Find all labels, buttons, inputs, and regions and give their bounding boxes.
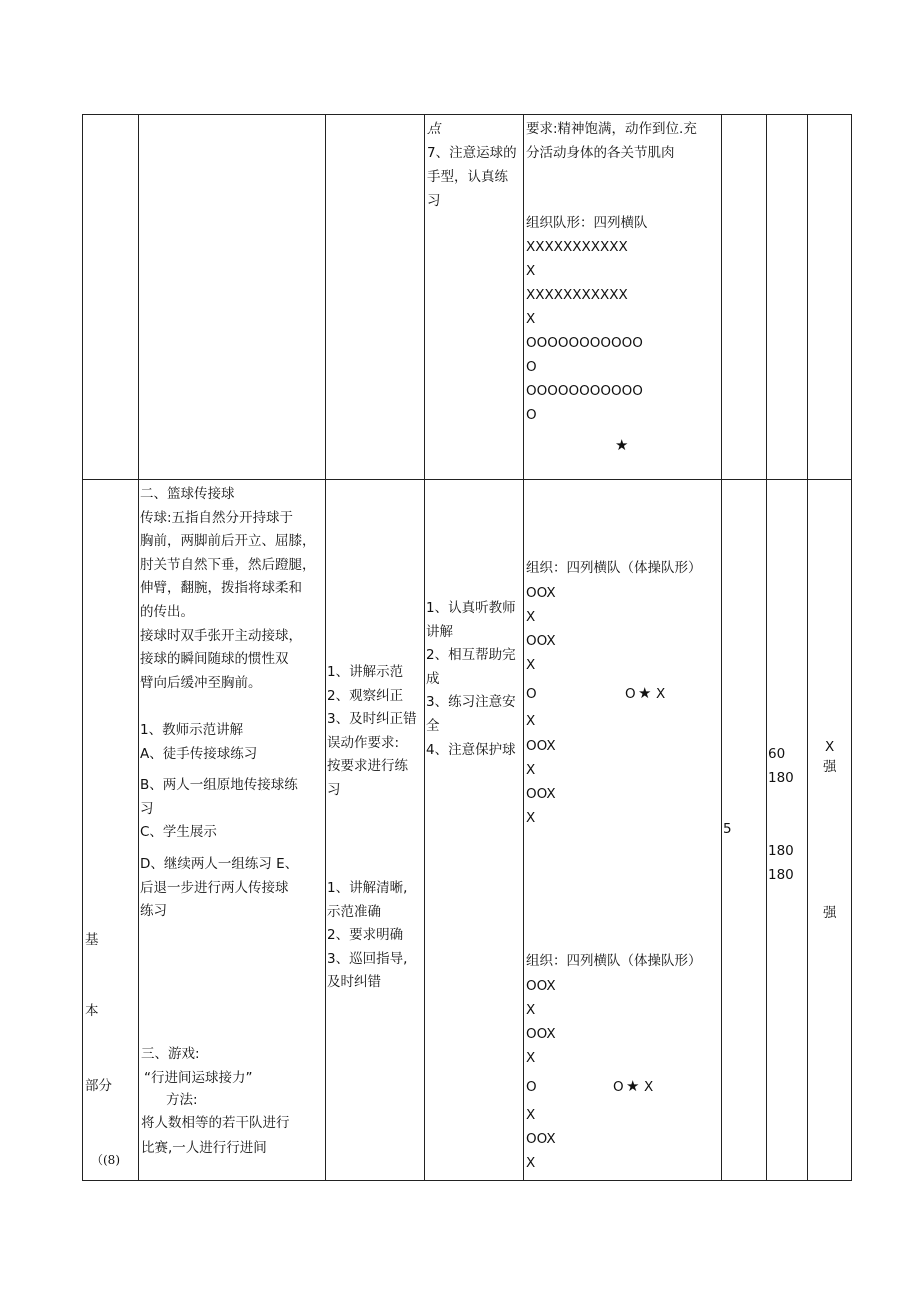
content-spacer: [140, 845, 326, 853]
cell-section-top: [83, 115, 139, 480]
content-line: 习: [140, 800, 154, 817]
student-line: 全: [426, 717, 440, 734]
count-value: 180: [768, 770, 794, 786]
count-value: 60: [768, 746, 786, 762]
content-line: A、徒手传接球练习: [140, 745, 258, 762]
content-spacer: [140, 766, 326, 774]
teacher-line: 2、观察纠正: [327, 687, 404, 704]
count-value: 180: [768, 867, 794, 883]
formation-row: OOOOOOOOOOO: [526, 383, 643, 399]
content-line: 接球的瞬间随球的惯性双: [140, 651, 289, 668]
teacher-line: 2、要求明确: [327, 927, 404, 944]
teacher-star-icon: ★: [615, 436, 629, 454]
formation-center-o: O: [625, 686, 636, 702]
teacher-star-icon: ★: [638, 684, 652, 702]
student-text-line: 手型，认真练: [427, 169, 508, 185]
formation-row: XXXXXXXXXXX: [526, 287, 628, 303]
section-label-char: 本: [85, 1003, 99, 1019]
teacher-line: 及时纠错: [327, 974, 381, 991]
formation-center-x: X: [656, 686, 666, 702]
formation-row: X: [526, 263, 536, 279]
formation-row: X: [526, 713, 536, 729]
teacher-method-block-1: [327, 661, 417, 803]
content-text-block: [140, 483, 326, 924]
content-line: 练习: [140, 903, 167, 920]
content-line: 接球时双手张开主动接球，: [140, 627, 302, 644]
formation-row: OOX: [526, 786, 556, 802]
content-line: 伸臂，翻腕，拨指将球柔和: [140, 580, 302, 597]
cell-count-top: [767, 115, 808, 480]
cell-time-main: [722, 480, 767, 1181]
teacher-line: 1、讲解清晰,: [327, 880, 408, 896]
formation-row: OOX: [526, 585, 556, 601]
requirement-text: 分活动身体的各关节肌肉: [526, 145, 675, 161]
formation-row: X: [526, 1155, 536, 1171]
content-spacer: [140, 695, 326, 719]
student-line: 成: [426, 670, 440, 687]
formation-title: 组织：四列横队（体操队形）: [526, 953, 702, 969]
formation-title: 组织队形：四列横队: [526, 215, 648, 231]
formation-row: O: [526, 686, 537, 702]
game-method-label: 方法:: [166, 1092, 198, 1108]
student-line: 2、相互帮助完: [426, 647, 516, 664]
formation-row: OOX: [526, 978, 556, 994]
student-line: 4、注意保护球: [426, 741, 516, 758]
content-line: D、继续两人一组练习 E、: [140, 855, 299, 872]
student-text-line: 习: [427, 193, 441, 209]
formation-row: X: [526, 810, 536, 826]
content-line: 肘关节自然下垂，然后蹬腿，: [140, 556, 316, 573]
count-value: 180: [768, 843, 794, 859]
cell-teacher-main: [326, 480, 425, 1181]
student-line: 讲解: [426, 623, 453, 640]
content-line: 传球:五指自然分开持球于: [140, 509, 294, 526]
formation-row: X: [526, 609, 536, 625]
content-line: 1、教师示范讲解: [140, 721, 244, 738]
cell-time-top: [722, 115, 767, 480]
cell-intensity-top: [808, 115, 852, 480]
formation-row: X: [526, 762, 536, 778]
formation-center-o: O: [613, 1079, 624, 1095]
cell-intensity-main: [808, 480, 852, 1181]
teacher-line: 示范准确: [327, 903, 381, 920]
content-line: C、学生展示: [140, 824, 217, 841]
teacher-line: 按要求进行练: [327, 758, 408, 775]
formation-row: OOOOOOOOOOO: [526, 335, 643, 351]
teacher-line: 误动作要求:: [327, 734, 400, 751]
teacher-line: 3、巡回指导,: [327, 950, 408, 967]
cell-teacher-top: [326, 115, 425, 480]
content-line: 二、篮球传接球: [140, 486, 235, 502]
teacher-star-icon: ★: [626, 1077, 640, 1095]
cell-student-main: [425, 480, 524, 1181]
cell-organization-top: [524, 115, 722, 480]
intensity-value: 强: [823, 759, 837, 775]
game-title: 三、游戏:: [141, 1046, 200, 1062]
student-line: 3、练习注意安: [426, 694, 516, 711]
formation-row: X: [526, 311, 536, 327]
student-line: 1、认真听教师: [426, 600, 516, 616]
formation-row: OOX: [526, 738, 556, 754]
cell-organization-main: [524, 480, 722, 1181]
table-row-main: [83, 480, 852, 1181]
intensity-value: X: [825, 739, 835, 755]
formation-row: OOX: [526, 1131, 556, 1147]
content-line: 胸前，两脚前后开立、屈膝，: [140, 533, 316, 550]
time-value: 5: [723, 821, 732, 837]
cell-content-top: [139, 115, 326, 480]
section-duration: （(8): [91, 1153, 120, 1167]
student-method-block: [426, 597, 516, 762]
student-text-line: 点: [427, 121, 441, 137]
cell-content-main: [139, 480, 326, 1181]
table-row-top: [83, 115, 852, 480]
content-line: 后退一步进行两人传接球: [140, 879, 289, 896]
cell-count-main: [767, 480, 808, 1181]
formation-row: OOX: [526, 1026, 556, 1042]
cell-section-main: [83, 480, 139, 1181]
teacher-line: 3、及时纠正错: [327, 711, 417, 728]
formation-row: X: [526, 657, 536, 673]
section-label-char: 部分: [85, 1078, 112, 1094]
student-text-line: 7、注意运球的: [427, 145, 517, 161]
formation-center-x: X: [644, 1079, 654, 1095]
requirement-text: 要求:精神饱满，动作到位.充: [526, 121, 697, 137]
content-line: B、两人一组原地传接球练: [140, 777, 298, 794]
formation-row: O: [526, 359, 537, 375]
formation-row: O: [526, 1079, 537, 1095]
formation-row: X: [526, 1107, 536, 1123]
content-line: 的传出。: [140, 603, 194, 620]
formation-row: X: [526, 1050, 536, 1066]
teacher-line: 1、讲解示范: [327, 664, 404, 680]
teacher-method-block-2: [327, 877, 407, 995]
intensity-value: 强: [823, 905, 837, 921]
formation-row: XXXXXXXXXXX: [526, 239, 628, 255]
content-line: 臂向后缓冲至胸前。: [140, 674, 262, 691]
teacher-line: 习: [327, 781, 341, 798]
game-description-line: 将人数相等的若干队进行: [141, 1115, 290, 1131]
game-name: “行进间运球接力”: [144, 1070, 253, 1086]
formation-title: 组织：四列横队（体操队形）: [526, 560, 702, 576]
formation-row: OOX: [526, 633, 556, 649]
lesson-plan-table: [82, 114, 852, 1181]
game-description-line: 比赛,一人进行行进间: [141, 1140, 267, 1156]
cell-student-top: [425, 115, 524, 480]
formation-row: O: [526, 407, 537, 423]
section-label-char: 基: [85, 932, 99, 948]
formation-row: X: [526, 1002, 536, 1018]
